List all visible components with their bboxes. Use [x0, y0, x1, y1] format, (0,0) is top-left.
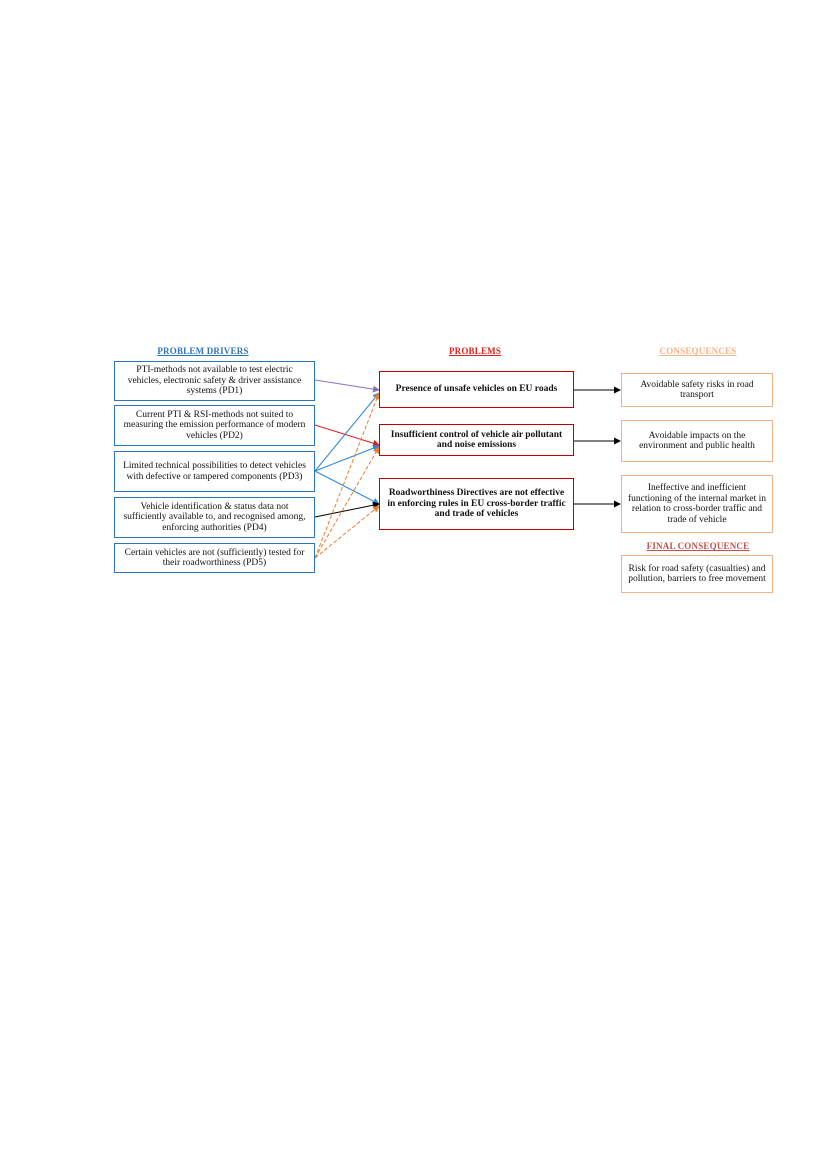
problem-unsafe-vehicles [379, 371, 574, 408]
problem-cross-border [379, 478, 574, 530]
arrow-pd3-p3 [315, 471, 379, 504]
final-consequence-heading: FINAL CONSEQUENCE [646, 541, 750, 551]
problem-emissions-control [379, 424, 574, 456]
arrow-pd5-p2 [315, 447, 379, 558]
problems-heading: PROBLEMS [448, 346, 502, 356]
consequence-internal-market [621, 475, 773, 533]
final-consequence-text: Risk for road safety (casualties) and pollution, barriers to free movement [628, 563, 766, 584]
driver-pd1-text: PTI-methods not available to test electric vehicles, electronic safety & driver assistance systems (PD1) [127, 365, 302, 397]
arrow-pd1-p1 [315, 380, 379, 390]
driver-pd5-text: Certain vehicles are not (sufficiently) tested for their roadworthiness (PD5) [124, 547, 305, 568]
problem-unsafe-vehicles-text: Presence of unsafe vehicles on EU roads [395, 384, 558, 395]
driver-pd2-text: Current PTI & RSI-methods not suited to measuring the emission performance of modern vehicles (PD2) [123, 409, 306, 441]
problem-cross-border-text: Roadworthiness Directives are not effective in enforcing rules in EU cross-border traffic and trade of vehicles [387, 488, 566, 520]
drivers-heading: PROBLEM DRIVERS [157, 346, 249, 356]
arrow-pd3-p2 [315, 446, 379, 471]
consequence-environment [621, 420, 773, 462]
driver-pd1 [114, 361, 315, 401]
consequence-safety-risks-text: Avoidable safety risks in road transport [640, 379, 754, 400]
driver-pd4 [114, 497, 315, 538]
driver-pd2 [114, 405, 315, 446]
driver-pd3-text: Limited technical possibilities to detect vehicles with defective or tampered components (PD3) [123, 461, 306, 482]
arrow-pd3-p1 [315, 393, 379, 471]
final-consequence [621, 555, 773, 593]
problem-emissions-control-text: Insufficient control of vehicle air pollutant and noise emissions [390, 429, 563, 450]
consequences-heading: CONSEQUENCES [659, 346, 737, 356]
driver-pd5 [114, 543, 315, 573]
consequence-safety-risks [621, 373, 773, 407]
consequence-environment-text: Avoidable impacts on the environment and public health [639, 430, 755, 451]
arrow-pd4-p3 [315, 504, 379, 517]
driver-pd4-text: Vehicle identification & status data not sufficiently available to, and recognised among, enforcing authorities (PD4) [123, 501, 306, 533]
driver-pd3 [114, 451, 315, 492]
arrow-pd2-p2 [315, 425, 379, 445]
consequence-internal-market-text: Ineffective and inefficient functioning of the internal market in relation to cross-border traffic and trade of vehicle [628, 483, 766, 525]
